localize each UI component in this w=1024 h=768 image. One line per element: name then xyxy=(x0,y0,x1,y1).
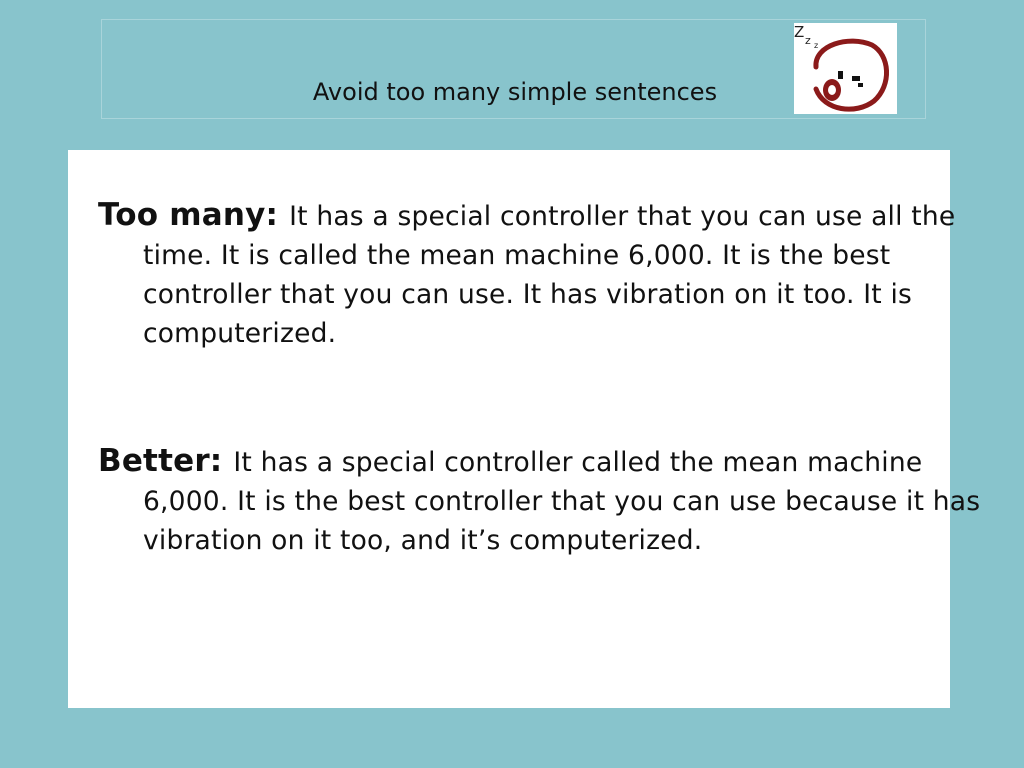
svg-text:z: z xyxy=(805,34,811,47)
para1-lead: Too many: xyxy=(98,197,290,233)
para2-text: It has a special controller called the mean machine 6,000. It is the best controller that you can use because it has vibration on it too, and it’s computerized. xyxy=(143,447,981,556)
para2-lead: Better: xyxy=(98,443,234,479)
para1-text: It has a special controller that you can use all the time. It is called the mean machine 6,000. It is the best controller that you can use. It has vibration on it too. It is computerized. xyxy=(143,201,956,349)
slide-title: Avoid too many simple sentences xyxy=(312,78,718,106)
content-box xyxy=(68,150,981,708)
paragraph-better xyxy=(98,442,993,560)
sleepy-face-icon xyxy=(794,23,897,114)
svg-text:z: z xyxy=(814,41,819,50)
paragraph-too-many xyxy=(98,196,993,353)
zzz-text: Z xyxy=(794,23,805,41)
